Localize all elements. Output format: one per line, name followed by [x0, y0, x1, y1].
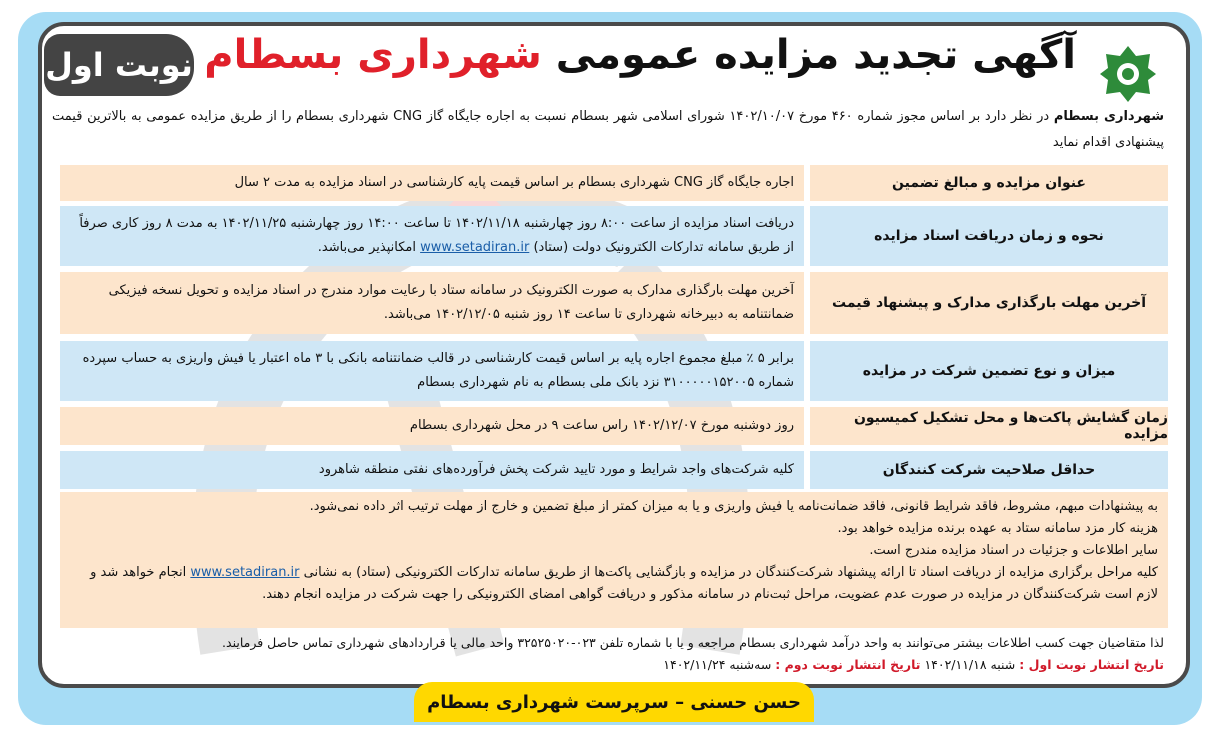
row-label: آخرین مهلت بارگذاری مدارک و پیشنهاد قیمت: [810, 272, 1168, 334]
intro-text: در نظر دارد بر اساس مجوز شماره ۴۶۰ مورخ ۱۴۰۲/۱۰/۰۷ شورای اسلامی شهر بسطام نسبت به اجاره جایگاه گاز CNG شهرداری بسطام را از طریق مزایده عمومی به بالاترین قیمت پیشنهادی اقدام نماید: [52, 109, 1164, 150]
row-value: روز دوشنبه مورخ ۱۴۰۲/۱۲/۰۷ راس ساعت ۹ در محل شهرداری بسطام: [60, 407, 804, 445]
row-value-tail: امکانپذیر می‌باشد.: [317, 240, 421, 255]
contact-text: لذا متقاضیان جهت کسب اطلاعات بیشتر می‌توانند به واحد درآمد شهرداری بسطام مراجعه و یا با شماره تلفن ۰۲۳-۳۲۵۲۵۰۲۰ واحد مالی یا قراردادهای شهرداری تماس حاصل فرمایند.: [222, 635, 1164, 650]
second-pub-date: سه‌شنبه ۱۴۰۲/۱۱/۲۴: [663, 657, 776, 672]
note-text: کلیه مراحل برگزاری مزایده از دریافت اسناد تا ارائه پیشنهاد شرکت‌کنندگان در مزایده و بازگشایی پاکت‌ها از طریق سامانه تدارکات الکترونیکی (ستاد) به نشانی: [299, 565, 1158, 580]
setadiran-link[interactable]: www.setadiran.ir: [190, 565, 300, 580]
signature-banner: حسن حسنی – سرپرست شهرداری بسطام: [414, 682, 814, 722]
footer: [52, 632, 1164, 676]
note-line: سایر اطلاعات و جزئیات در اسناد مزایده مندرج است.: [869, 543, 1158, 558]
publication-dates: [52, 654, 1164, 676]
title-text: آگهی تجدید مزایده عمومی: [555, 32, 1076, 78]
note-line: [70, 562, 1158, 606]
note-text: انجام خواهد شد و لازم است شرکت‌کنندگان در مزایده در صورت عدم عضویت، مراحل ثبت‌نام در سامانه مذکور و دریافت گواهی امضای الکترونیکی را جهت شرکت در مزایده انجام دهند.: [90, 565, 1158, 602]
row-value: [60, 206, 804, 266]
note-line: به پیشنهادات مبهم، مشروط، فاقد شرایط قانونی، فاقد ضمانت‌نامه یا فیش واریزی و یا به میزان کمتر از مبلغ تضمین و خارج از مهلت ترتیب اثر داده نمی‌شود.: [309, 499, 1158, 514]
row-label: عنوان مزایده و مبالغ تضمین: [810, 165, 1168, 201]
table-row: [60, 341, 1168, 401]
first-pub-label: تاریخ انتشار نوبت اول :: [1019, 657, 1164, 672]
row-label: زمان گشایش پاکت‌ها و محل تشکیل کمیسیون مزایده: [810, 407, 1168, 445]
round-badge: نوبت اول: [44, 34, 194, 96]
notes-box: [60, 492, 1168, 628]
second-pub-label: تاریخ انتشار نوبت دوم :: [775, 657, 921, 672]
row-label: حداقل صلاحیت شرکت کنندگان: [810, 451, 1168, 489]
intro-bold: شهرداری بسطام: [1053, 109, 1165, 124]
row-value: آخرین مهلت بارگذاری مدارک به صورت الکترونیک در سامانه ستاد با رعایت موارد مندرج در اسناد مزایده و تحویل نسخه فیزیکی ضمانتنامه به دبیرخانه شهرداری تا ساعت ۱۴ روز شنبه ۱۴۰۲/۱۲/۰۵ می‌باشد.: [60, 272, 804, 334]
page-title: [204, 32, 1076, 78]
title-municipality: شهرداری بسطام: [204, 32, 542, 78]
intro-paragraph: [52, 104, 1164, 156]
first-pub-date: شنبه ۱۴۰۲/۱۱/۱۸: [920, 657, 1020, 672]
setadiran-link[interactable]: www.setadiran.ir: [420, 240, 530, 255]
table-row: [60, 407, 1168, 445]
note-line: هزینه کار مزد سامانه ستاد به عهده برنده مزایده خواهد بود.: [837, 521, 1158, 536]
municipality-logo: [1098, 44, 1158, 104]
table-row: [60, 206, 1168, 266]
row-value: کلیه شرکت‌های واجد شرایط و مورد تایید شرکت پخش فرآورده‌های نفتی منطقه شاهرود: [60, 451, 804, 489]
table-row: [60, 272, 1168, 334]
table-row: [60, 451, 1168, 489]
table-row: [60, 165, 1168, 201]
row-value: اجاره جایگاه گاز CNG شهرداری بسطام بر اساس قیمت پایه کارشناسی در اسناد مزایده به مدت ۲ سال: [60, 165, 804, 201]
row-label: میزان و نوع تضمین شرکت در مزایده: [810, 341, 1168, 401]
row-label: نحوه و زمان دریافت اسناد مزایده: [810, 206, 1168, 266]
row-value-text: دریافت اسناد مزایده از ساعت ۸:۰۰ روز چهارشنبه ۱۴۰۲/۱۱/۱۸ تا ساعت ۱۴:۰۰ روز چهارشنبه ۱۴۰۲/۱۱/۲۵ به مدت ۸ روز کاری صرفاً از طریق سامانه تدارکات الکترونیک دولت (ستاد): [79, 216, 794, 255]
row-value: برابر ۵ ٪ مبلغ مجموع اجاره پایه بر اساس قیمت کارشناسی در قالب ضمانتنامه بانکی با ۳ ماه اعتبار یا فیش واریزی به حساب سپرده شماره ۳۱۰۰۰۰۰۱۵۲۰۰۵ نزد بانک ملی بسطام به نام شهرداری بسطام: [60, 341, 804, 401]
